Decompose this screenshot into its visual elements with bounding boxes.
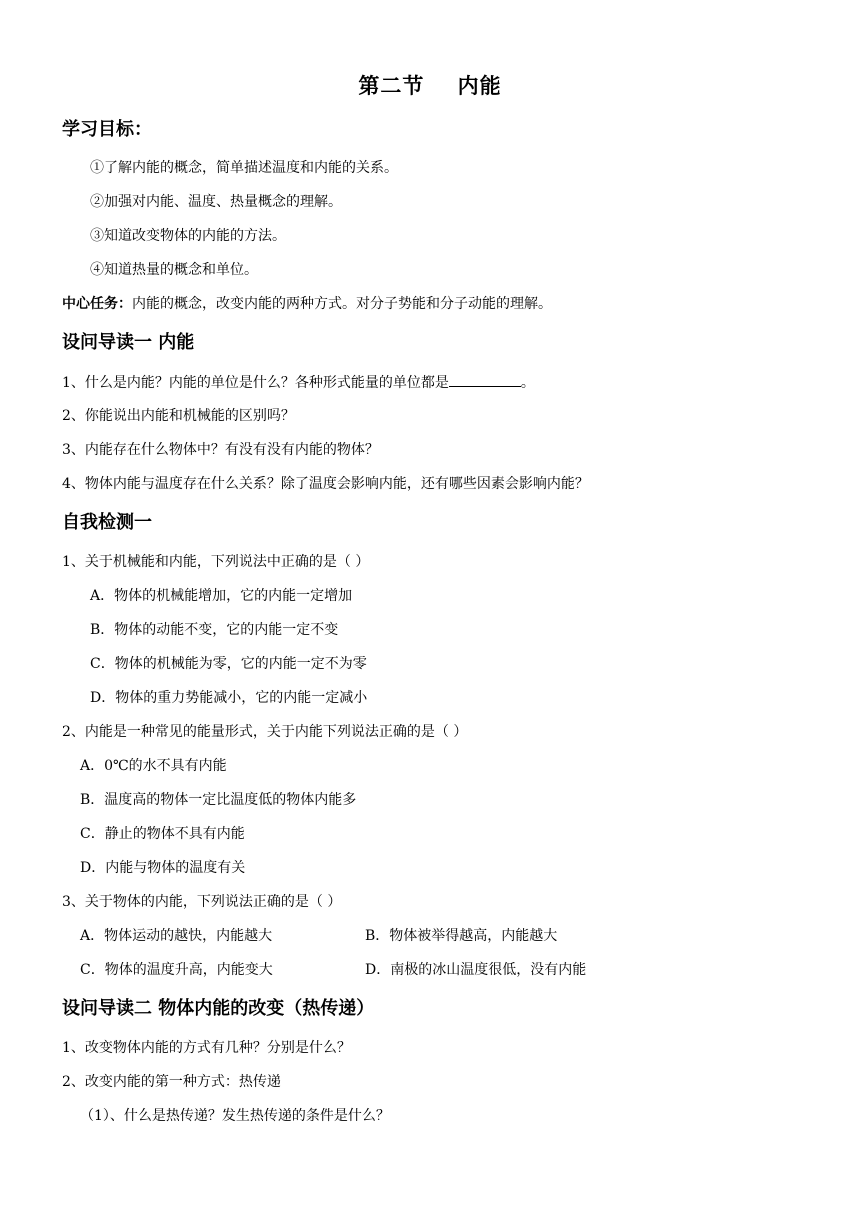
option-item: A．0℃的水不具有内能 <box>80 758 227 774</box>
check1-question-2: 2、内能是一种常见的能量形式，关于内能下列说法正确的是（ ） <box>62 724 468 740</box>
option-item: B．物体被举得越高，内能越大 <box>365 928 558 944</box>
section2-heading: 设问导读二 物体内能的改变（热传递） <box>62 998 375 1019</box>
option-item: C．物体的温度升高，内能变大 <box>80 962 273 978</box>
goal-item: ④知道热量的概念和单位。 <box>90 262 258 278</box>
goals-heading: 学习目标： <box>62 119 152 140</box>
option-item: D．内能与物体的温度有关 <box>80 860 246 876</box>
page-title: 第二节 内能 <box>358 74 502 98</box>
option-item: A．物体运动的越快，内能越大 <box>80 928 273 944</box>
check1-heading: 自我检测一 <box>62 512 152 533</box>
section1-question-2: 2、你能说出内能和机械能的区别吗？ <box>62 408 295 424</box>
option-item: D．南极的冰山温度很低，没有内能 <box>365 962 587 978</box>
center-task-text: 内能的概念，改变内能的两种方式。对分子势能和分子动能的理解。 <box>132 296 552 312</box>
goal-item: ①了解内能的概念，简单描述温度和内能的关系。 <box>90 160 398 176</box>
section1-question-4: 4、物体内能与温度存在什么关系？除了温度会影响内能，还有哪些因素会影响内能？ <box>62 476 589 492</box>
section1-question-1 <box>62 372 535 393</box>
section2-question-1: 1、改变物体内能的方式有几种？分别是什么？ <box>62 1040 351 1056</box>
goal-item: ②加强对内能、温度、热量概念的理解。 <box>90 194 342 210</box>
check1-question-3: 3、关于物体的内能，下列说法正确的是（ ） <box>62 894 342 910</box>
option-item: C．物体的机械能为零，它的内能一定不为零 <box>90 656 367 672</box>
option-item: A．物体的机械能增加，它的内能一定增加 <box>90 588 353 604</box>
goal-item: ③知道改变物体的内能的方法。 <box>90 228 286 244</box>
section1-question-3: 3、内能存在什么物体中？有没有没有内能的物体？ <box>62 442 379 458</box>
question-text: 1、什么是内能？内能的单位是什么？各种形式能量的单位都是 <box>62 375 449 391</box>
option-item: C．静止的物体不具有内能 <box>80 826 245 842</box>
option-item: B．温度高的物体一定比温度低的物体内能多 <box>80 792 357 808</box>
option-item: B．物体的动能不变，它的内能一定不变 <box>90 622 339 638</box>
section2-subquestion-1: （1）、什么是热传递？发生热传递的条件是什么？ <box>80 1108 390 1124</box>
answer-blank[interactable] <box>449 372 521 387</box>
section2-question-2: 2、改变内能的第一种方式：热传递 <box>62 1074 281 1090</box>
option-item: D．物体的重力势能减小，它的内能一定减小 <box>90 690 368 706</box>
section1-heading: 设问导读一 内能 <box>62 332 195 353</box>
check1-question-1: 1、关于机械能和内能，下列说法中正确的是（ ） <box>62 554 370 570</box>
center-task-label: 中心任务： <box>62 296 132 312</box>
center-task <box>62 294 552 314</box>
question-text-end: 。 <box>520 375 535 391</box>
